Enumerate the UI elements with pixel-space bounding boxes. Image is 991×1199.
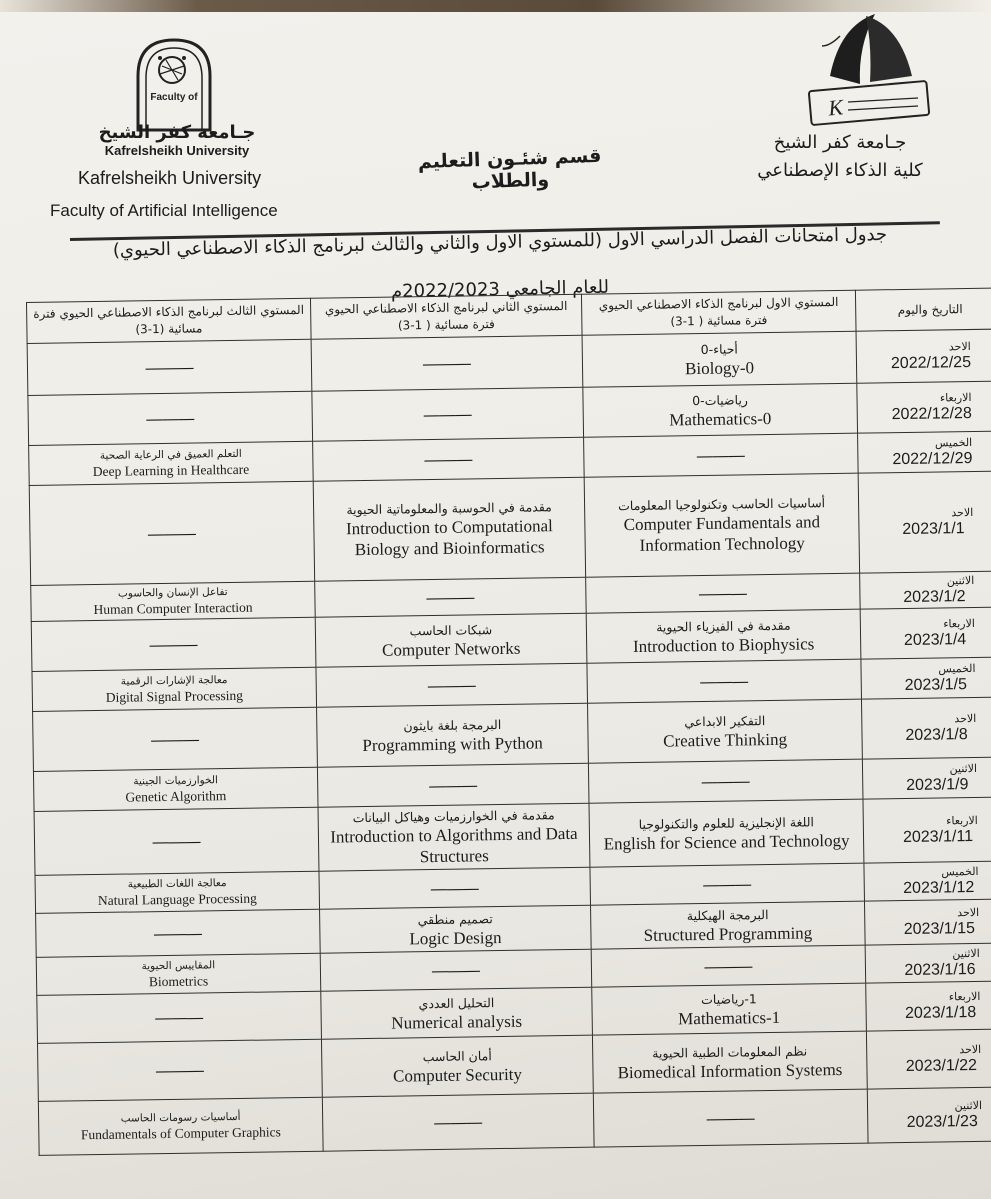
date-cell [864, 861, 991, 901]
no-exam-dash: ——— [700, 672, 749, 691]
day-label: الاثنين [946, 573, 975, 587]
day-label: الاربعاء [939, 390, 972, 404]
course-name-arabic: شبكات الحاسب [409, 621, 493, 638]
date-label: 2022/12/29 [892, 449, 973, 468]
date-cell [857, 381, 991, 433]
date-label: 2023/1/23 [906, 1112, 978, 1131]
course-cell-l2 [312, 387, 584, 441]
no-exam-dash: ——— [424, 450, 473, 469]
course-name-arabic: معالجة اللغات الطبيعية [127, 877, 227, 891]
university-name-english: Kafrelsheikh University [78, 168, 262, 188]
course-cell-l3 [27, 339, 312, 395]
department-name-arabic: قسم شئـون التعليم والطلاب [417, 144, 602, 194]
date-cell [858, 471, 991, 573]
course-cell-l3 [28, 391, 313, 445]
course-name-english: Structured Programming [643, 922, 813, 945]
date-label: 2023/1/12 [903, 878, 975, 897]
course-cell-l3 [34, 807, 319, 875]
course-name-arabic: أساسيات الحاسب وتكنولوجيا المعلومات [617, 495, 826, 514]
no-exam-dash: ——— [706, 1109, 755, 1128]
no-exam-dash: ——— [423, 405, 472, 424]
no-exam-dash: ——— [701, 772, 750, 791]
course-cell-l2 [313, 477, 585, 581]
date-cell [860, 571, 991, 609]
course-cell-l1 [586, 573, 861, 613]
course-name-english: Fundamentals of Computer Graphics [80, 1124, 281, 1143]
no-exam-dash: ——— [150, 730, 200, 749]
course-name-english: Introduction to Biophysics [632, 633, 815, 656]
day-label: الاحد [948, 339, 971, 353]
course-name-english: Computer Security [392, 1064, 523, 1086]
course-cell-l2 [315, 577, 587, 617]
course-cell-l2 [321, 1035, 593, 1097]
date-cell [867, 1087, 991, 1143]
date-label: 2023/1/9 [905, 775, 969, 794]
header-level-2: المستوي الثاني لبرنامج الذكاء الاصطناعي الحيوي فترة مسائية ( 1-3) [310, 294, 582, 339]
course-name-english: Mathematics-1 [678, 1007, 781, 1028]
course-name-english: Introduction to Computational Biology and Bioinformatics [345, 516, 553, 560]
course-cell-l1 [592, 983, 867, 1035]
course-cell-l2 [322, 1093, 594, 1151]
course-name-arabic: معالجة الإشارات الرقمية [120, 674, 228, 688]
date-label: 2023/1/15 [903, 919, 976, 938]
no-exam-dash: ——— [155, 1008, 204, 1027]
exam-schedule-table-wrapper [26, 288, 981, 1156]
date-label: 2023/1/18 [904, 1003, 977, 1022]
course-name-arabic: 1-رياضيات [700, 990, 757, 1007]
no-exam-dash: ——— [145, 359, 194, 377]
course-cell-l1 [590, 863, 865, 905]
date-label: 2023/1/4 [903, 630, 967, 649]
course-name-arabic: أحياء-0 [700, 340, 738, 357]
course-name-english: Biology-0 [684, 357, 755, 378]
course-cell-l3 [32, 667, 317, 711]
course-cell-l2 [311, 335, 583, 391]
date-cell [856, 329, 991, 383]
day-label: الاربعاء [948, 989, 981, 1003]
course-name-arabic: مقدمة في الفيزياء الحيوية [656, 617, 791, 635]
date-cell [861, 697, 991, 759]
course-cell-l2 [316, 663, 588, 707]
day-label: الاثنين [949, 761, 978, 775]
day-label: الخميس [934, 435, 973, 450]
course-name-arabic: المقاييس الحيوية [141, 959, 216, 973]
course-cell-l2 [318, 803, 590, 871]
date-cell [860, 607, 991, 659]
course-name-arabic: التحليل العددي [418, 994, 495, 1011]
no-exam-dash: ——— [146, 410, 195, 428]
course-name-english: Introduction to Algorithms and Data Structures [330, 823, 578, 867]
no-exam-dash: ——— [152, 832, 201, 851]
no-exam-dash: ——— [155, 1061, 205, 1080]
course-name-arabic: مقدمة في الخوارزميات وهياكل البيانات [352, 807, 555, 826]
course-cell-l1 [593, 1089, 868, 1147]
course-name-arabic: التفكير الابداعي [684, 712, 766, 729]
course-cell-l3 [31, 617, 316, 671]
course-cell-l3 [36, 909, 321, 957]
course-name-english: Biometrics [148, 973, 209, 990]
no-exam-dash: ——— [703, 875, 752, 894]
course-cell-l1 [592, 1031, 867, 1093]
faculty-name-arabic-right: كلية الذكاء الإصطناعي [757, 160, 923, 181]
faculty-logo-icon [132, 36, 216, 132]
course-name-english: Digital Signal Processing [105, 687, 244, 705]
course-cell-l2 [321, 987, 593, 1039]
header-date: التاريخ واليوم [855, 288, 991, 331]
course-cell-l3 [37, 1039, 322, 1101]
course-cell-l1 [584, 473, 859, 577]
course-name-english: Genetic Algorithm [125, 788, 227, 805]
university-logo-icon [800, 6, 935, 126]
course-cell-l1 [591, 901, 866, 949]
course-cell-l1 [586, 609, 861, 663]
course-name-english: Creative Thinking [662, 729, 788, 751]
course-cell-l1 [588, 759, 863, 803]
course-cell-l3 [38, 1097, 323, 1155]
header-level-1: المستوي الاول لبرنامج الذكاء الاصطناعي الحيوي فترة مسائية ( 1-3) [581, 290, 856, 335]
date-cell [866, 1029, 991, 1089]
no-exam-dash: ——— [427, 676, 476, 695]
no-exam-dash: ——— [149, 635, 198, 654]
course-cell-l3 [37, 991, 322, 1043]
day-label: الاحد [951, 505, 974, 519]
day-label: الاربعاء [943, 616, 975, 630]
course-name-english: Programming with Python [362, 732, 543, 755]
course-name-english: Numerical analysis [391, 1011, 523, 1033]
day-label: الاربعاء [946, 813, 978, 827]
course-cell-l2 [313, 437, 585, 481]
no-exam-dash: ——— [422, 354, 472, 373]
course-cell-l2 [320, 905, 592, 953]
course-cell-l2 [320, 949, 592, 991]
no-exam-dash: ——— [430, 879, 479, 898]
course-name-arabic: التعلم العميق في الرعاية الصحية [99, 447, 242, 462]
exam-schedule-table [26, 287, 991, 1155]
course-name-arabic: رياضيات-0 [692, 391, 749, 408]
course-name-english: Biomedical Information Systems [617, 1059, 843, 1082]
date-label: 2022/12/28 [891, 404, 972, 423]
schedule-title-line-2: للعام الجامعي 2022/2023م [390, 276, 610, 303]
day-label: الاحد [959, 1042, 982, 1056]
course-cell-l3 [35, 871, 320, 913]
course-name-english: Computer Fundamentals and Information Technology [623, 512, 821, 555]
course-cell-l1 [587, 659, 862, 703]
date-label: 2023/1/8 [905, 725, 968, 744]
no-exam-dash: ——— [698, 584, 748, 603]
date-label: 2023/1/22 [905, 1056, 978, 1075]
course-name-english: Natural Language Processing [97, 890, 257, 908]
date-cell [861, 657, 991, 699]
date-cell [862, 757, 991, 799]
course-name-english: Deep Learning in Healthcare [92, 461, 250, 480]
no-exam-dash: ——— [153, 924, 203, 943]
date-label: 2023/1/1 [902, 519, 965, 538]
date-label: 2023/1/11 [902, 827, 974, 846]
course-name-arabic: مقدمة في الحوسبة والمعلوماتية الحيوية [346, 499, 552, 518]
course-cell-l3 [36, 953, 321, 995]
course-cell-l1 [591, 945, 866, 987]
no-exam-dash: ——— [431, 961, 481, 980]
date-cell [865, 943, 991, 983]
svg-text:K: K [827, 94, 845, 121]
course-cell-l3 [29, 481, 314, 585]
course-cell-l1 [588, 699, 863, 763]
course-cell-l1 [589, 799, 864, 867]
course-name-arabic: نظم المعلومات الطبية الحيوية [652, 1042, 808, 1061]
course-cell-l3 [33, 707, 318, 771]
course-name-english: English for Science and Technology [603, 830, 850, 853]
course-cell-l3 [29, 441, 314, 485]
day-label: الاحد [957, 905, 980, 919]
course-name-arabic: اللغة الإنجليزية للعلوم والتكنولوجيا [638, 813, 815, 832]
no-exam-dash: ——— [429, 776, 478, 795]
date-label: 2023/1/2 [903, 587, 966, 606]
header-level-3: المستوي الثالث لبرنامج الذكاء الاصطناعي الحيوي فترة مسائية (1-3) [27, 298, 312, 343]
date-cell [863, 797, 991, 863]
course-name-arabic: أساسيات رسومات الحاسب [120, 1110, 241, 1125]
date-cell [866, 981, 991, 1031]
university-name-arabic: جـامعة كفر الشيخ [98, 122, 256, 143]
day-label: الخميس [938, 661, 976, 676]
course-name-arabic: البرمجة بلغة بايثون [403, 716, 502, 733]
no-exam-dash: ——— [704, 957, 753, 976]
course-cell-l2 [319, 867, 591, 909]
table-body [27, 329, 991, 1155]
faculty-name-english: Faculty of Artificial Intelligence [50, 201, 278, 220]
course-cell-l3 [33, 767, 318, 811]
day-label: الاحد [954, 711, 977, 725]
date-cell [864, 899, 991, 945]
day-label: الاثنين [954, 1098, 983, 1112]
course-name-english: Mathematics-0 [669, 408, 772, 429]
no-exam-dash: ——— [426, 588, 475, 607]
course-name-arabic: أمان الحاسب [422, 1047, 492, 1064]
course-cell-l2 [317, 763, 589, 807]
course-cell-l1 [584, 433, 859, 477]
university-name-arabic-right: جـامعة كفر الشيخ [773, 132, 907, 153]
date-label: 2023/1/16 [904, 960, 976, 979]
course-name-english: Computer Networks [381, 638, 521, 660]
schedule-title-line-1: جدول امتحانات الفصل الدراسي الاول (للمستوي الاول والثاني والثالث لبرنامج الذكاء الاصطناعي الحيوي) [112, 223, 888, 262]
svg-text:Faculty of: Faculty of [150, 92, 198, 103]
no-exam-dash: ——— [696, 446, 745, 465]
course-name-arabic: تصميم منطقي [417, 910, 493, 927]
course-cell-l1 [582, 331, 857, 387]
no-exam-dash: ——— [147, 525, 197, 543]
no-exam-dash: ——— [434, 1113, 483, 1132]
course-name-arabic: البرمجة الهيكلية [686, 906, 769, 923]
course-cell-l1 [583, 383, 858, 437]
table-row [29, 471, 991, 585]
course-name-english: Human Computer Interaction [93, 599, 253, 618]
course-name-arabic: الخوارزميات الجينية [133, 774, 219, 788]
date-label: 2022/12/25 [890, 353, 972, 372]
date-cell [858, 431, 991, 473]
course-cell-l2 [317, 703, 589, 767]
day-label: الخميس [941, 864, 979, 878]
course-name-arabic: تفاعل الإنسان والحاسوب [117, 586, 228, 600]
course-name-english: Logic Design [409, 927, 502, 948]
university-name-english-small: Kafrelsheikh University [104, 143, 250, 158]
day-label: الاثنين [952, 946, 980, 960]
course-cell-l2 [315, 613, 587, 667]
course-cell-l3 [31, 581, 316, 621]
date-label: 2023/1/5 [904, 675, 968, 694]
